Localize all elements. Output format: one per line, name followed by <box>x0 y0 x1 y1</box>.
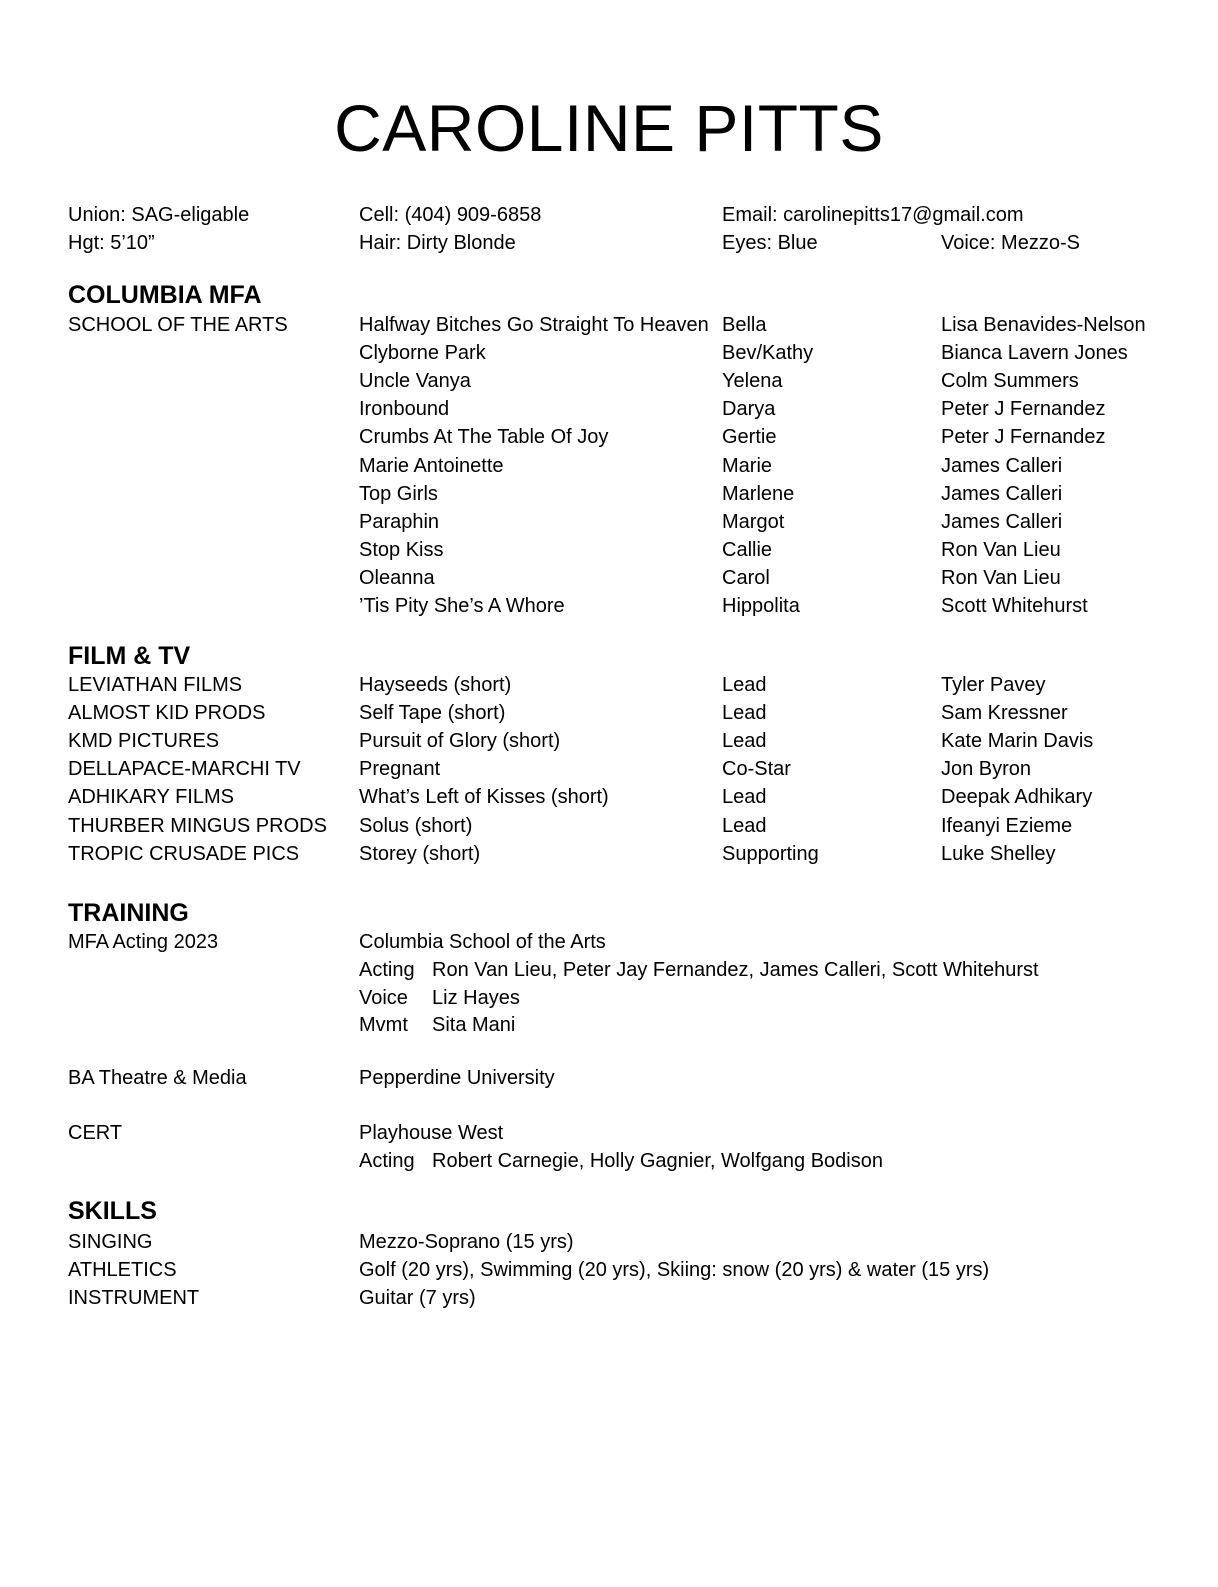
training-cert-acting <box>359 1149 883 1173</box>
credit-title: Stop Kiss <box>359 539 444 561</box>
credit-director: James Calleri <box>941 483 1063 505</box>
credit-company: LEVIATHAN FILMS <box>68 674 243 696</box>
voice-type: Voice: Mezzo-S <box>941 232 1080 254</box>
section-heading-film-tv: FILM & TV <box>68 642 191 670</box>
credit-title: Self Tape (short) <box>359 702 506 724</box>
training-mfa-movement <box>359 1013 515 1037</box>
hair-color: Hair: Dirty Blonde <box>359 232 516 254</box>
credit-role: Hippolita <box>722 595 800 617</box>
credit-director: Peter J Fernandez <box>941 398 1106 420</box>
training-mfa-voice <box>359 986 520 1010</box>
credit-title: Marie Antoinette <box>359 455 504 477</box>
credit-title: What’s Left of Kisses (short) <box>359 786 609 808</box>
skill-value: Mezzo-Soprano (15 yrs) <box>359 1231 574 1253</box>
credit-title: Storey (short) <box>359 843 481 865</box>
section-heading-skills: SKILLS <box>68 1197 157 1225</box>
training-teachers: Ron Van Lieu, Peter Jay Fernandez, James Calleri, Scott Whitehurst <box>432 959 1039 981</box>
height: Hgt: 5’10” <box>68 232 155 254</box>
credit-title: Oleanna <box>359 567 435 589</box>
credit-director: Tyler Pavey <box>941 674 1046 696</box>
credit-director: Luke Shelley <box>941 843 1056 865</box>
training-ba-label: BA Theatre & Media <box>68 1067 247 1089</box>
credit-title: Top Girls <box>359 483 438 505</box>
credit-company: ADHIKARY FILMS <box>68 786 234 808</box>
credit-title: Uncle Vanya <box>359 370 471 392</box>
training-mfa-acting <box>359 958 1039 982</box>
credit-director: Kate Marin Davis <box>941 730 1094 752</box>
section-heading-columbia: COLUMBIA MFA <box>68 281 262 309</box>
credit-director: Lisa Benavides-Nelson <box>941 314 1146 336</box>
credit-role: Bella <box>722 314 767 336</box>
credit-title: Crumbs At The Table Of Joy <box>359 426 609 448</box>
credit-role: Carol <box>722 567 770 589</box>
credit-role: Callie <box>722 539 773 561</box>
skill-label: SINGING <box>68 1231 153 1253</box>
credit-role: Gertie <box>722 426 777 448</box>
cell-phone: Cell: (404) 909-6858 <box>359 204 542 226</box>
credit-role: Lead <box>722 730 767 752</box>
credit-role: Bev/Kathy <box>722 342 814 364</box>
credit-title: Halfway Bitches Go Straight To Heaven <box>359 314 709 336</box>
credit-title: Pregnant <box>359 758 441 780</box>
credit-director: Scott Whitehurst <box>941 595 1088 617</box>
credit-company: ALMOST KID PRODS <box>68 702 266 724</box>
training-ba-school: Pepperdine University <box>359 1067 555 1089</box>
training-teachers: Sita Mani <box>432 1014 516 1036</box>
credit-role: Lead <box>722 815 767 837</box>
credit-title: Paraphin <box>359 511 440 533</box>
credit-title: Pursuit of Glory (short) <box>359 730 561 752</box>
credit-director: Bianca Lavern Jones <box>941 342 1128 364</box>
columbia-org: SCHOOL OF THE ARTS <box>68 314 288 336</box>
email-address: Email: carolinepitts17@gmail.com <box>722 204 1024 226</box>
credit-title: Clyborne Park <box>359 342 486 364</box>
credit-title: Ironbound <box>359 398 450 420</box>
credit-director: Sam Kressner <box>941 702 1068 724</box>
skill-value: Guitar (7 yrs) <box>359 1287 476 1309</box>
actor-name: CAROLINE PITTS <box>334 91 884 165</box>
credit-company: DELLAPACE-MARCHI TV <box>68 758 301 780</box>
eye-color: Eyes: Blue <box>722 232 818 254</box>
credit-role: Darya <box>722 398 776 420</box>
training-mfa-school: Columbia School of the Arts <box>359 931 606 953</box>
training-sub-label: Acting <box>359 959 415 981</box>
credit-director: James Calleri <box>941 511 1063 533</box>
credit-role: Marie <box>722 455 773 477</box>
credit-role: Yelena <box>722 370 783 392</box>
credit-director: Ron Van Lieu <box>941 539 1061 561</box>
credit-company: KMD PICTURES <box>68 730 220 752</box>
credit-director: Deepak Adhikary <box>941 786 1093 808</box>
skill-label: INSTRUMENT <box>68 1287 200 1309</box>
credit-director: James Calleri <box>941 455 1063 477</box>
training-cert-label: CERT <box>68 1122 123 1144</box>
credit-title: ’Tis Pity She’s A Whore <box>359 595 565 617</box>
credit-role: Marlene <box>722 483 795 505</box>
credit-company: TROPIC CRUSADE PICS <box>68 843 300 865</box>
credit-role: Lead <box>722 702 767 724</box>
training-sub-label: Acting <box>359 1150 415 1172</box>
training-sub-label: Mvmt <box>359 1014 408 1036</box>
credit-role: Supporting <box>722 843 819 865</box>
credit-director: Peter J Fernandez <box>941 426 1106 448</box>
skill-value: Golf (20 yrs), Swimming (20 yrs), Skiing: snow (20 yrs) & water (15 yrs) <box>359 1259 990 1281</box>
credit-company: THURBER MINGUS PRODS <box>68 815 327 837</box>
credit-director: Ifeanyi Ezieme <box>941 815 1073 837</box>
credit-director: Colm Summers <box>941 370 1079 392</box>
credit-title: Solus (short) <box>359 815 473 837</box>
training-cert-school: Playhouse West <box>359 1122 504 1144</box>
skill-label: ATHLETICS <box>68 1259 177 1281</box>
credit-role: Co-Star <box>722 758 791 780</box>
training-teachers: Liz Hayes <box>432 987 520 1009</box>
credit-role: Lead <box>722 786 767 808</box>
credit-director: Jon Byron <box>941 758 1032 780</box>
credit-role: Margot <box>722 511 785 533</box>
training-mfa-label: MFA Acting 2023 <box>68 931 219 953</box>
credit-director: Ron Van Lieu <box>941 567 1061 589</box>
credit-role: Lead <box>722 674 767 696</box>
union-status: Union: SAG-eligable <box>68 204 250 226</box>
credit-title: Hayseeds (short) <box>359 674 512 696</box>
section-heading-training: TRAINING <box>68 899 189 927</box>
training-sub-label: Voice <box>359 987 408 1009</box>
training-teachers: Robert Carnegie, Holly Gagnier, Wolfgang Bodison <box>432 1150 883 1172</box>
